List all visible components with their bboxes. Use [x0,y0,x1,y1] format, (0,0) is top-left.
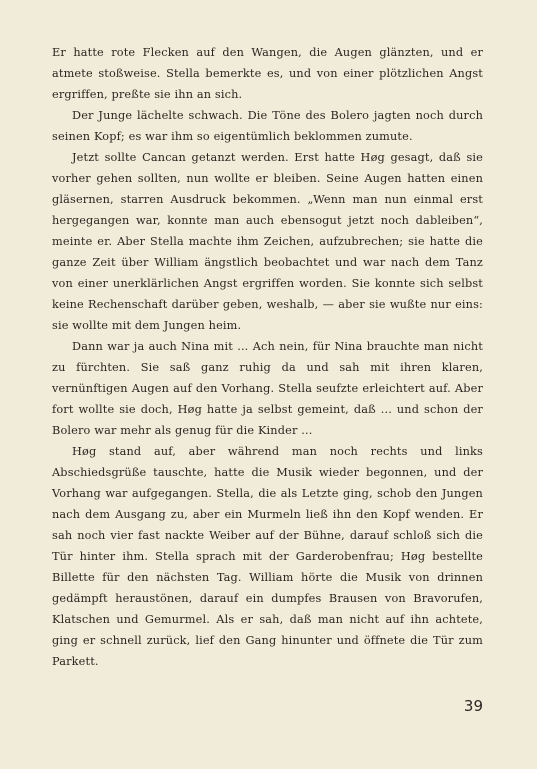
paragraph-2: Der Junge lächelte schwach. Die Töne des Bolero jagten noch durch seinen Kopf; es war ihm so eigentümlich beklommen zumute. [52,109,483,143]
body-text [52,42,483,672]
paragraph-4: Dann war ja auch Nina mit ... Ach nein, für Nina brauchte man nicht zu fürchten. Sie saß ganz ruhig da und sah mit ihren klaren, vernünftigen Augen auf den Vorhang. Stella seufzte erleichtert auf. Aber fort wollte sie doch, Høg hatte ja selbst gemeint, daß ... und schon der Bolero war mehr als genug für die Kinder ... [52,340,483,437]
page-number: 39 [463,697,483,715]
paragraph-1: Er hatte rote Flecken auf den Wangen, die Augen glänzten, und er atmete stoßweise. Stella bemerkte es, und von einer plötzlichen Angst ergriffen, preßte sie ihn an sich. [52,46,483,101]
paragraph-3: Jetzt sollte Cancan getanzt werden. Erst hatte Høg gesagt, daß sie vorher gehen sollten, nun wollte er bleiben. Seine Augen hatten einen gläsernen, starren Ausdruck bekommen. „Wenn man nun einmal erst hergegangen war, konnte man auch ebensogut jetzt noch dableiben“, meinte er. Aber Stella machte ihm Zeichen, aufzubrechen; sie hatte die ganze Zeit über William ängstlich beobachtet und war nach dem Tanz von einer unerklärlichen Angst ergriffen worden. Sie konnte sich selbst keine Rechenschaft darüber geben, weshalb, — aber sie wußte nur eins: sie wollte mit dem Jungen heim. [52,151,483,332]
paragraph-5: Høg stand auf, aber während man noch rechts und links Abschiedsgrüße tauschte, hatte die Musik wieder begonnen, und der Vorhang war aufgegangen. Stella, die als Letzte ging, schob den Jungen nach dem Ausgang zu, aber ein Murmeln ließ ihn den Kopf wenden. Er sah noch vier fast nackte Weiber auf der Bühne, darauf schloß sich die Tür hinter ihm. Stella sprach mit der Garderobenfrau; Høg bestellte Billette für den nächsten Tag. William hörte die Musik von drinnen gedämpft heraustönen, darauf ein dumpfes Brausen von Bravorufen, Klatschen und Gemurmel. Als er sah, daß man nicht auf ihn achtete, ging er schnell zurück, lief den Gang hinunter und öffnete die Tür zum Parkett. [52,445,483,668]
